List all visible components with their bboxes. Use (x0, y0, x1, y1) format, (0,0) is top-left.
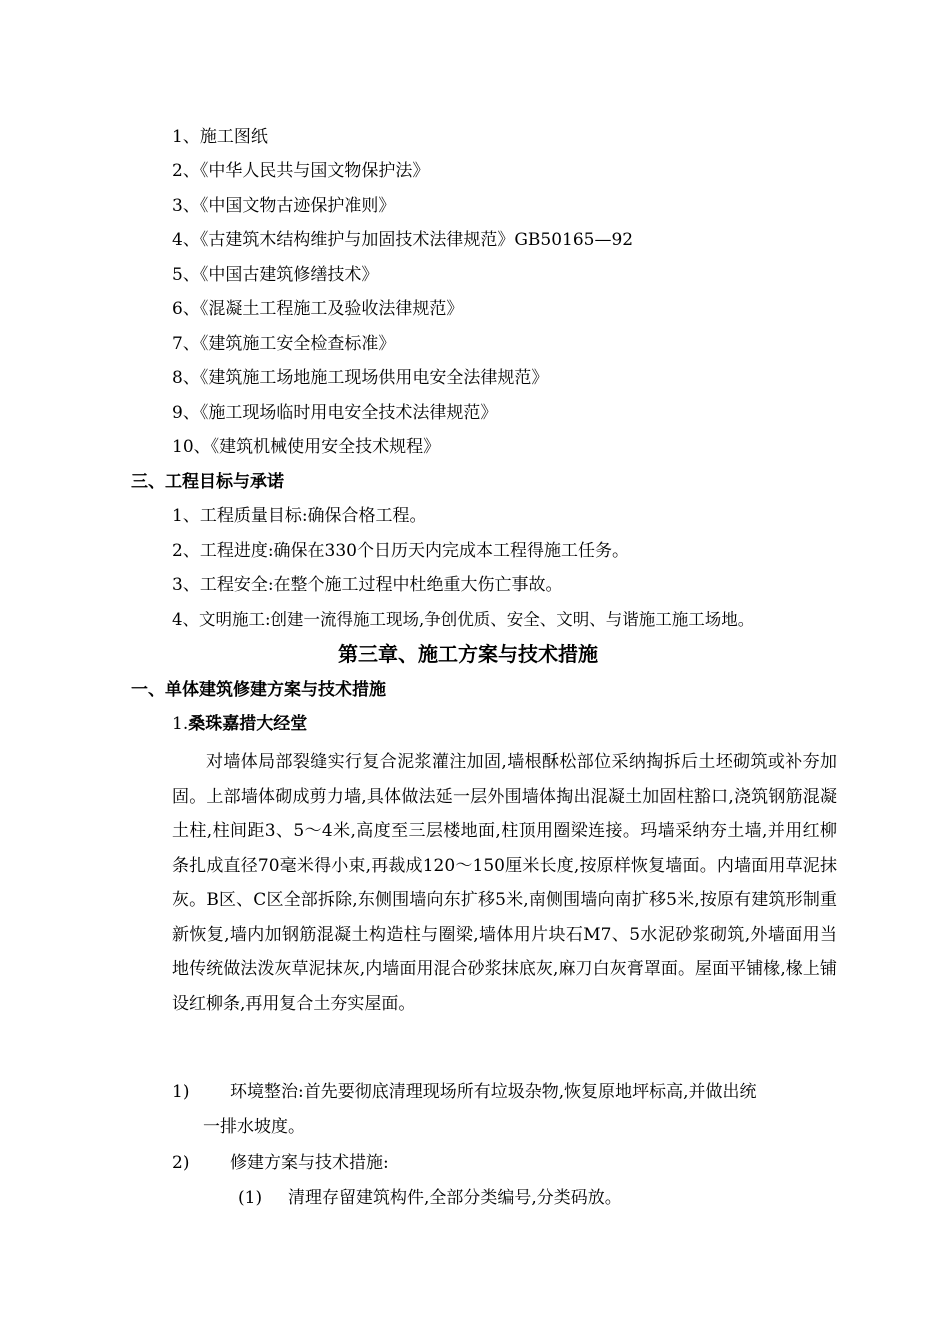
reference-item: 10、《建筑机械使用安全技术规程》 (172, 437, 441, 457)
reference-item: 9、《施工现场临时用电安全技术法律规范》 (172, 403, 498, 423)
step-number: 2) (172, 1153, 190, 1173)
subsection-number: 1. (172, 714, 189, 734)
step-number: 1) (172, 1082, 190, 1102)
goal-item: 1、工程质量目标:确保合格工程。 (172, 506, 427, 526)
substep-number: (1) (238, 1188, 263, 1208)
reference-item: 6、《混凝土工程施工及验收法律规范》 (172, 299, 464, 319)
step-text: 修建方案与技术措施: (230, 1153, 389, 1173)
goal-item: 2、工程进度:确保在330个日历天内完成本工程得施工任务。 (172, 541, 629, 561)
reference-item: 4、《古建筑木结构维护与加固技术法律规范》GB50165—92 (172, 230, 634, 250)
section-heading: 一、单体建筑修建方案与技术措施 (131, 680, 386, 700)
subsection-title: 桑珠嘉措大经堂 (188, 714, 308, 734)
goal-item: 4、文明施工:创建一流得施工现场,争创优质、安全、文明、与谐施工施工场地。 (172, 610, 755, 629)
chapter-title: 第三章、施工方案与技术措施 (338, 642, 598, 666)
reference-item: 7、《建筑施工安全检查标准》 (172, 334, 396, 354)
step-text: 环境整治:首先要彻底清理现场所有垃圾杂物,恢复原地坪标高,并做出统 (230, 1082, 757, 1102)
step-text-continued: 一排水坡度。 (203, 1117, 305, 1137)
goal-item: 3、工程安全:在整个施工过程中杜绝重大伤亡事故。 (172, 575, 563, 595)
body-paragraph: 对墙体局部裂缝实行复合泥浆灌注加固,墙根酥松部位采纳掏拆后土坯砌筑或补夯加固。上部墙体砌成剪力墙,具体做法延一层外围墙体掏出混凝土加固柱豁口,浇筑钢筋混凝土柱,柱间距3、5～4米,高度至三层楼地面,柱顶用圈梁连接。玛墙采纳夯土墙,并用红柳条扎成直径70毫米得小束,再裁成120～150厘米长度,按原样恢复墙面。内墙面用草泥抹灰。B区、C区全部拆除,东侧围墙向东扩移5米,南侧围墙向南扩移5米,按原有建筑形制重新恢复,墙内加钢筋混凝土构造柱与圈梁,墙体用片块石M7、5水泥砂浆砌筑,外墙面用当地传统做法泼灰草泥抹灰,内墙面用混合砂浆抹底灰,麻刀白灰膏罩面。屋面平铺椽,椽上铺设红柳条,再用复合土夯实屋面。 (172, 752, 837, 1014)
section-heading: 三、工程目标与承诺 (131, 472, 284, 492)
reference-item: 3、《中国文物古迹保护准则》 (172, 196, 396, 216)
subsection-heading (172, 713, 307, 735)
substep-text: 清理存留建筑构件,全部分类编号,分类码放。 (288, 1188, 622, 1208)
reference-item: 5、《中国古建筑修缮技术》 (172, 265, 379, 285)
reference-item: 8、《建筑施工场地施工现场供用电安全法律规范》 (172, 368, 549, 388)
reference-item: 1、施工图纸 (172, 127, 268, 147)
reference-item: 2、《中华人民共与国文物保护法》 (172, 161, 430, 181)
